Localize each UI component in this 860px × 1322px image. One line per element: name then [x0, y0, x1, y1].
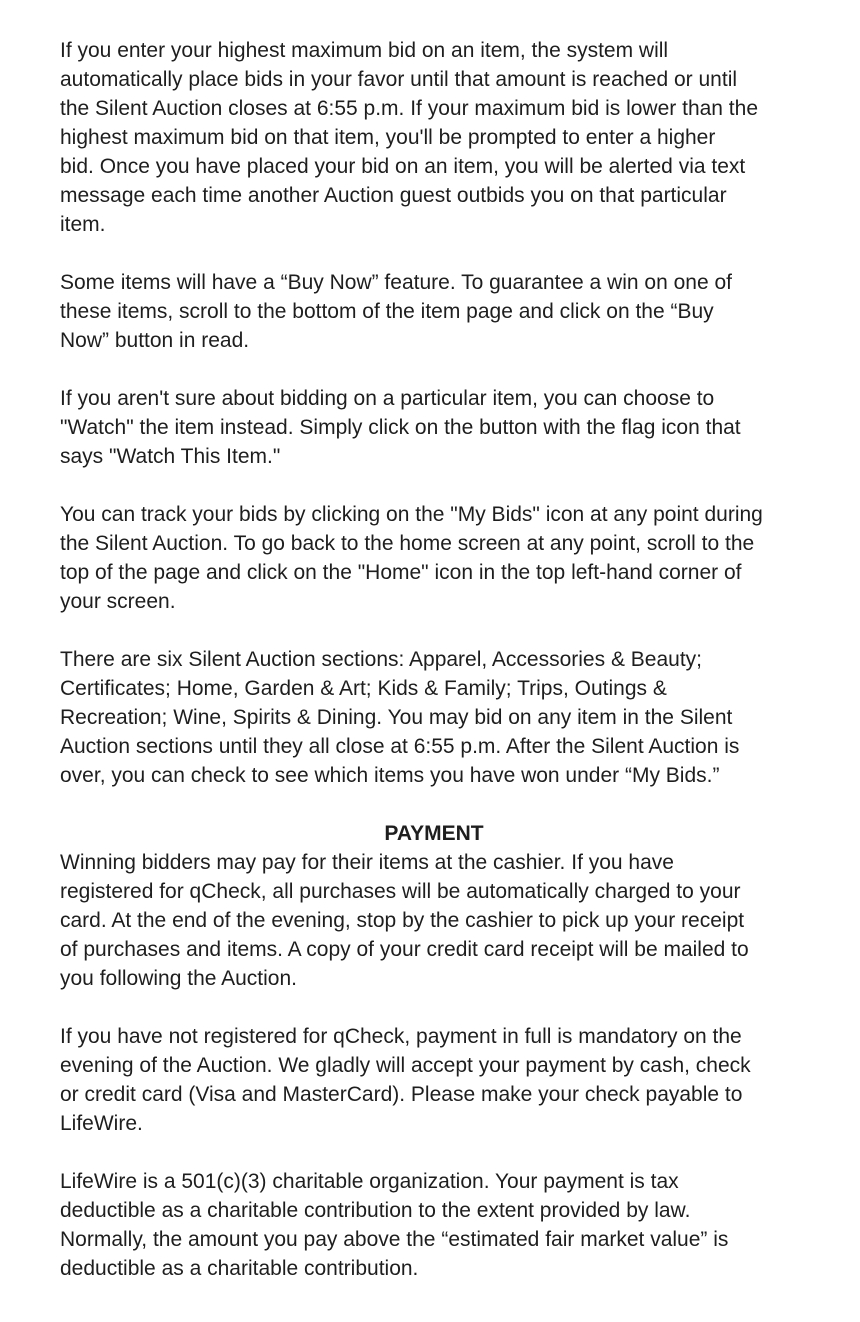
paragraph-payment-no-qcheck: If you have not registered for qCheck, payment in full is mandatory on the evening of the Auction. We gladly will accept your payment by cash, check or credit card (Visa and MasterCard). Please make your check payable to LifeWire. [60, 1025, 751, 1135]
paragraph-buy-now: Some items will have a “Buy Now” feature. To guarantee a win on one of these items, scroll to the bottom of the item page and click on the “Buy Now” button in read. [60, 271, 732, 352]
document-body [60, 36, 820, 1283]
paragraph-payment-cashier: Winning bidders may pay for their items at the cashier. If you have registered for qCheck, all purchases will be automatically charged to your card. At the end of the evening, stop by the cashier to pick up your receipt of purchases and items. A copy of your credit card receipt will be mailed to you following the Auction. [60, 851, 749, 990]
paragraph-tax-deductible: LifeWire is a 501(c)(3) charitable organization. Your payment is tax deductible as a charitable contribution to the extent provided by law. Normally, the amount you pay above the “estimated fair market value” is deductible as a charitable contribution. [60, 1170, 729, 1280]
paragraph-max-bid: If you enter your highest maximum bid on an item, the system will automatically place bids in your favor until that amount is reached or until the Silent Auction closes at 6:55 p.m. If your maximum bid is lower than the highest maximum bid on that item, you'll be prompted to enter a higher bid. Once you have placed your bid on an item, you will be alerted via text message each time another Auction guest outbids you on that particular item. [60, 39, 759, 236]
payment-heading: PAYMENT [384, 822, 484, 845]
paragraph-watch-item: If you aren't sure about bidding on a particular item, you can choose to "Watch" the item instead. Simply click on the button with the flag icon that says "Watch This Item." [60, 387, 741, 468]
paragraph-track-bids: You can track your bids by clicking on the "My Bids" icon at any point during the Silent Auction. To go back to the home screen at any point, scroll to the top of the page and click on the "Home" icon in the top left-hand corner of your screen. [60, 503, 763, 613]
paragraph-auction-sections: There are six Silent Auction sections: Apparel, Accessories & Beauty; Certificates; Home, Garden & Art; Kids & Family; Trips, Outings & Recreation; Wine, Spirits & Dining. You may bid on any item in the Silent Auction sections until they all close at 6:55 p.m. After the Silent Auction is over, you can check to see which items you have won under “My Bids.” [60, 648, 740, 787]
